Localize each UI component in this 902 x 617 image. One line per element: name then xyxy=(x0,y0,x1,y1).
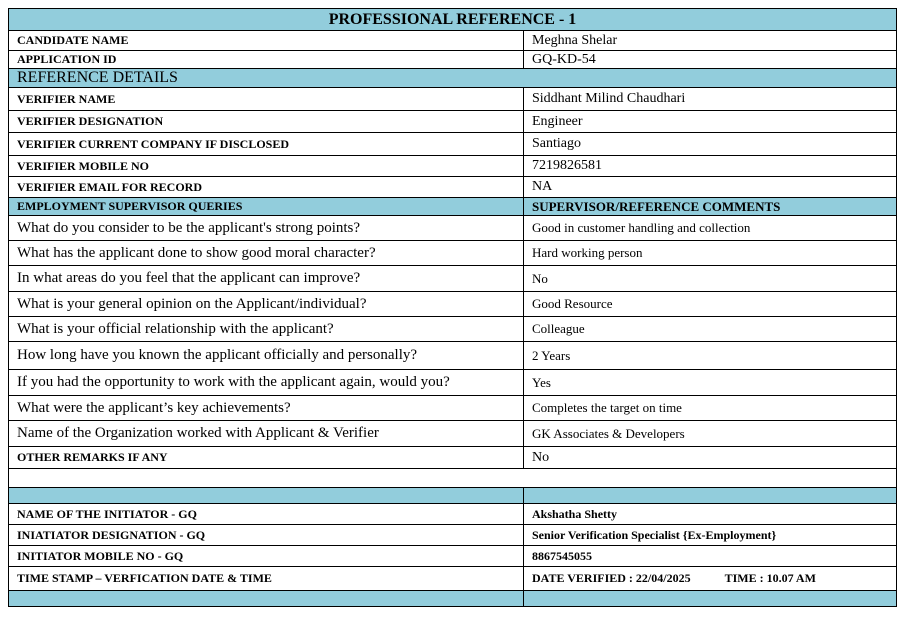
query-answer: Good Resource xyxy=(524,292,897,317)
verifier-mobile-row xyxy=(9,156,897,177)
timestamp-row xyxy=(9,567,897,591)
verifier-company-label: VERIFIER CURRENT COMPANY IF DISCLOSED xyxy=(9,133,524,156)
initiator-mobile-row xyxy=(9,546,897,567)
query-row xyxy=(9,317,897,342)
query-answer: No xyxy=(524,266,897,292)
query-question: In what areas do you feel that the applicant can improve? xyxy=(9,266,524,292)
candidate-name-label: CANDIDATE NAME xyxy=(9,31,524,51)
query-question: What do you consider to be the applicant's strong points? xyxy=(9,216,524,241)
verifier-company-row xyxy=(9,133,897,156)
initiator-designation-value: Senior Verification Specialist {Ex-Employment} xyxy=(524,525,897,546)
query-answer: Yes xyxy=(524,370,897,396)
footer-cell-right xyxy=(524,591,897,607)
date-verified: DATE VERIFIED : 22/04/2025 xyxy=(532,571,691,585)
reference-details-header: REFERENCE DETAILS xyxy=(9,69,897,88)
query-row xyxy=(9,370,897,396)
verifier-mobile-value: 7219826581 xyxy=(524,156,897,177)
other-remarks-value: No xyxy=(524,447,897,469)
verifier-company-value: Santiago xyxy=(524,133,897,156)
query-row xyxy=(9,342,897,370)
queries-header-left: EMPLOYMENT SUPERVISOR QUERIES xyxy=(9,198,524,216)
queries-header-row xyxy=(9,198,897,216)
verifier-designation-row xyxy=(9,111,897,133)
query-row xyxy=(9,266,897,292)
divider-row xyxy=(9,488,897,504)
blank-row xyxy=(9,469,897,488)
professional-reference-table xyxy=(8,8,897,607)
verifier-email-label: VERIFIER EMAIL FOR RECORD xyxy=(9,177,524,198)
divider-cell-left xyxy=(9,488,524,504)
query-question: What is your general opinion on the Applicant/individual? xyxy=(9,292,524,317)
candidate-name-row xyxy=(9,31,897,51)
blank-cell xyxy=(9,469,897,488)
query-answer: Colleague xyxy=(524,317,897,342)
initiator-mobile-value: 8867545055 xyxy=(524,546,897,567)
time-verified: TIME : 10.07 AM xyxy=(724,571,816,585)
initiator-name-value: Akshatha Shetty xyxy=(524,504,897,525)
query-answer: Completes the target on time xyxy=(524,396,897,421)
query-answer: 2 Years xyxy=(524,342,897,370)
query-answer: Hard working person xyxy=(524,241,897,266)
timestamp-value xyxy=(524,567,897,591)
query-answer: Good in customer handling and collection xyxy=(524,216,897,241)
verifier-designation-value: Engineer xyxy=(524,111,897,133)
candidate-name-value: Meghna Shelar xyxy=(524,31,897,51)
query-question: What is your official relationship with the applicant? xyxy=(9,317,524,342)
initiator-designation-row xyxy=(9,525,897,546)
queries-header-right: SUPERVISOR/REFERENCE COMMENTS xyxy=(524,198,897,216)
verifier-designation-label: VERIFIER DESIGNATION xyxy=(9,111,524,133)
other-remarks-label: OTHER REMARKS IF ANY xyxy=(9,447,524,469)
query-answer: GK Associates & Developers xyxy=(524,421,897,447)
application-id-label: APPLICATION ID xyxy=(9,51,524,69)
query-row xyxy=(9,216,897,241)
footer-row xyxy=(9,591,897,607)
query-row xyxy=(9,292,897,317)
verifier-email-value: NA xyxy=(524,177,897,198)
timestamp-label: TIME STAMP – VERFICATION DATE & TIME xyxy=(9,567,524,591)
divider-cell-right xyxy=(524,488,897,504)
other-remarks-row xyxy=(9,447,897,469)
verifier-name-label: VERIFIER NAME xyxy=(9,88,524,111)
reference-details-row xyxy=(9,69,897,88)
query-row xyxy=(9,396,897,421)
initiator-name-label: NAME OF THE INITIATOR - GQ xyxy=(9,504,524,525)
initiator-name-row xyxy=(9,504,897,525)
page-title: PROFESSIONAL REFERENCE - 1 xyxy=(9,9,897,31)
application-id-row xyxy=(9,51,897,69)
query-question: What has the applicant done to show good moral character? xyxy=(9,241,524,266)
query-row xyxy=(9,421,897,447)
query-question: If you had the opportunity to work with the applicant again, would you? xyxy=(9,370,524,396)
initiator-designation-label: INIATIATOR DESIGNATION - GQ xyxy=(9,525,524,546)
footer-cell-left xyxy=(9,591,524,607)
query-question: How long have you known the applicant officially and personally? xyxy=(9,342,524,370)
verifier-name-value: Siddhant Milind Chaudhari xyxy=(524,88,897,111)
verifier-email-row xyxy=(9,177,897,198)
verifier-mobile-label: VERIFIER MOBILE NO xyxy=(9,156,524,177)
query-row xyxy=(9,241,897,266)
title-row xyxy=(9,9,897,31)
verifier-name-row xyxy=(9,88,897,111)
application-id-value: GQ-KD-54 xyxy=(524,51,897,69)
initiator-mobile-label: INITIATOR MOBILE NO - GQ xyxy=(9,546,524,567)
query-question: Name of the Organization worked with Applicant & Verifier xyxy=(9,421,524,447)
query-question: What were the applicant’s key achievements? xyxy=(9,396,524,421)
